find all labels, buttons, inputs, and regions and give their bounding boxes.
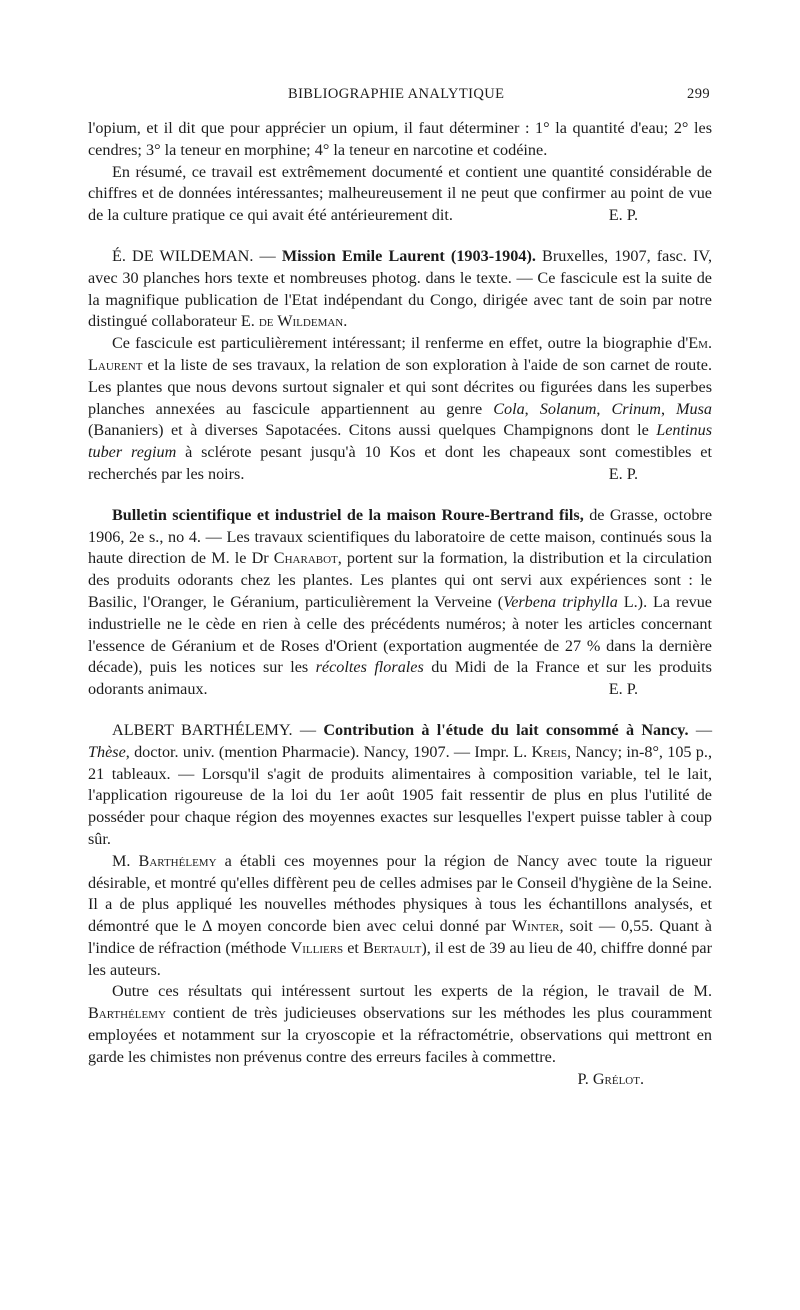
review2-sep-1: , [524, 399, 540, 418]
review2-text-a: Ce fascicule est particulièrement intéressant; il renferme en effet, outre la biographie d' [112, 334, 689, 353]
review2-sep-2: , [596, 399, 612, 418]
review2-text-d: à sclérote pesant jusqu'à 10 Kos et dont les chapeaux sont comestibles et recherchés par les noirs. [88, 443, 712, 483]
review4-barthelemy-2: Barthélemy [88, 1004, 166, 1023]
review4-kreis: Kreis [531, 742, 568, 761]
review2-genus-cola: Cola [493, 399, 525, 418]
review1-text: En résumé, ce travail est extrêmement documenté et contient une quantité considérable de chiffres et de données intéressantes; malheureusement il ne peut que confirmer au point de vue de la culture pratique ce qui avait été antérieurement dit. [88, 162, 712, 225]
review4-signature: P. Grélot. [577, 1069, 644, 1088]
review1-signature: E. P. [608, 206, 638, 225]
review4-villiers: Villiers [290, 938, 344, 957]
review4-p2-d: et [343, 938, 363, 957]
review3-verbena: Verbena triphylla [503, 592, 618, 611]
review4-paragraph-2 [88, 851, 712, 982]
page-number: 299 [687, 86, 710, 102]
page-header [88, 86, 712, 110]
running-title: BIBLIOGRAPHIE ANALYTIQUE [288, 86, 505, 102]
review3-text-b: portent sur la formation, la distribution et la circulation des produits odorants chez les plantes. Les plantes qui ont servi aux expériences sont : le Basilic, l'Oranger, le Géranium, particulièrement la Verveine ( [88, 549, 712, 611]
review4-winter: Winter [511, 917, 560, 936]
review3-title: Bulletin scientifique et industriel de la maison Roure-Bertrand fils, [112, 505, 584, 524]
review4-dash-2: — [688, 720, 713, 739]
review4-author: ALBERT BARTHÉLEMY. [112, 720, 293, 739]
review4-citation-a: , doctor. univ. (mention Pharmacie). Nancy, 1907. — Impr. L. [125, 742, 532, 761]
review4-p2-a: M. [112, 851, 139, 870]
review4-p2-e: ), il est de 39 au lieu de 40, chiffre donné par les auteurs. [88, 938, 713, 979]
review4-title: Contribution à l'étude du lait consommé à Nancy. [323, 720, 689, 739]
review4-p2-c: , soit — 0,55. Quant à l'indice de réfraction (méthode [88, 917, 712, 957]
review4-p2-b: a établi ces moyennes pour la région de Nancy avec toute la rigueur désirable, et montré qu'elles diffèrent peu de celles admises par le Conseil d'hygiène de la Seine. Il a de plus appliqué les nouvelles méthodes physiques à tous les échantillons analysés, et démontré que le Δ moyen concorde bien avec celui donné par [88, 851, 712, 936]
review4-dash: — [292, 720, 324, 739]
review3-signature: E. P. [608, 680, 638, 699]
review2-em-laurent: Em. Laurent [88, 334, 712, 374]
review3-text-c: L.). La revue industrielle ne le cède en rien à celle des précédents numéros; à noter les articles concernant l'essence de Géranium et de Roses d'Orient (exportation augmentée de 27 % dans la dernière décade), puis les notices sur les [88, 592, 712, 677]
review2-dash: — [253, 246, 282, 265]
review3-paragraph [88, 505, 712, 701]
review2-species: Lentinus tuber regium [88, 421, 712, 462]
review4-paragraph-3 [88, 981, 712, 1088]
review2-signature: E. P. [608, 464, 638, 483]
review4-paragraph-1 [88, 720, 712, 851]
review1-paragraph-2 [88, 162, 712, 227]
review4-p3-a: Outre ces résultats qui intéressent surtout les experts de la région, le travail de M. [112, 982, 712, 1001]
review1-paragraph-1: l'opium, et il dit que pour apprécier un opium, il faut déterminer : 1° la quantité d'eau; 2° les cendres; 3° la teneur en morphine; 4° la teneur en narcotine et codéine. [88, 119, 712, 159]
review2-paragraph-2 [88, 333, 712, 486]
review4-p3-b: contient de très judicieuses observations sur les méthodes les plus couramment employées et notamment sur la cryoscopie et la réfractométrie, observations qui mettront en garde les chimistes non prévenus contre des erreurs faciles à commettre. [88, 1004, 712, 1066]
review2-genus-solanum: Solanum [539, 399, 597, 418]
review4-bertault: Bertault [362, 938, 422, 957]
review4-citation-b: , Nancy; in-8°, 105 p., 21 tableaux. — Lorsqu'il s'agit de produits alimentaires à composition variable, tel le lait, l'application rigoureuse de la loi du 1er août 1905 fait ressentir de plus en plus l'utilité de posséder pour chaque région des moyennes exactes sur lesquelles l'expert puisse tabler à coup sûr. [88, 742, 712, 848]
page-body [88, 118, 712, 1090]
review2-citation: Bruxelles, 1907, fasc. IV, avec 30 planches hors texte et nombreuses photog. dans le texte. — Ce fascicule est la suite de la magnifique publication de l'Etat indépendant du Congo, dirigée avec tant de soin par notre distingué collaborateur E. [88, 246, 712, 331]
review2-genus-crinum: Crinum [611, 399, 661, 418]
review4-these: Thèse [88, 742, 126, 761]
review2-text-b: et la liste de ses travaux, la relation de son exploration à l'aide de son carnet de route. Les plantes que nous devons surtout signaler et qui sont décrites ou figurées dans les superbes planches annexées au fascicule appartiennent au genre [88, 355, 712, 418]
review3-text-a: de Grasse, octobre 1906, 2e s., no 4. — Les travaux scientifiques du laboratoire de cette maison, continués sous la haute direction de M. le Dr [88, 505, 713, 568]
review3-recoltes: récoltes florales [315, 658, 424, 677]
review2-text-c: (Bananiers) et à diverses Sapotacées. Citons aussi quelques Champignons dont le [88, 421, 657, 440]
review2-collaborator: de Wildeman. [258, 312, 348, 331]
review2-sep-3: , [660, 399, 677, 418]
review2-paragraph-1 [88, 246, 712, 333]
review4-barthelemy: Barthélemy [138, 851, 217, 870]
review3-text-d: du Midi de la France et sur les produits odorants animaux. [88, 658, 712, 699]
review2-title: Mission Emile Laurent (1903-1904). [281, 246, 536, 265]
review2-genus-musa: Musa [676, 399, 713, 418]
review2-author: É. DE WILDEMAN. [112, 246, 254, 265]
review3-charabot: Charabot, [273, 549, 342, 568]
